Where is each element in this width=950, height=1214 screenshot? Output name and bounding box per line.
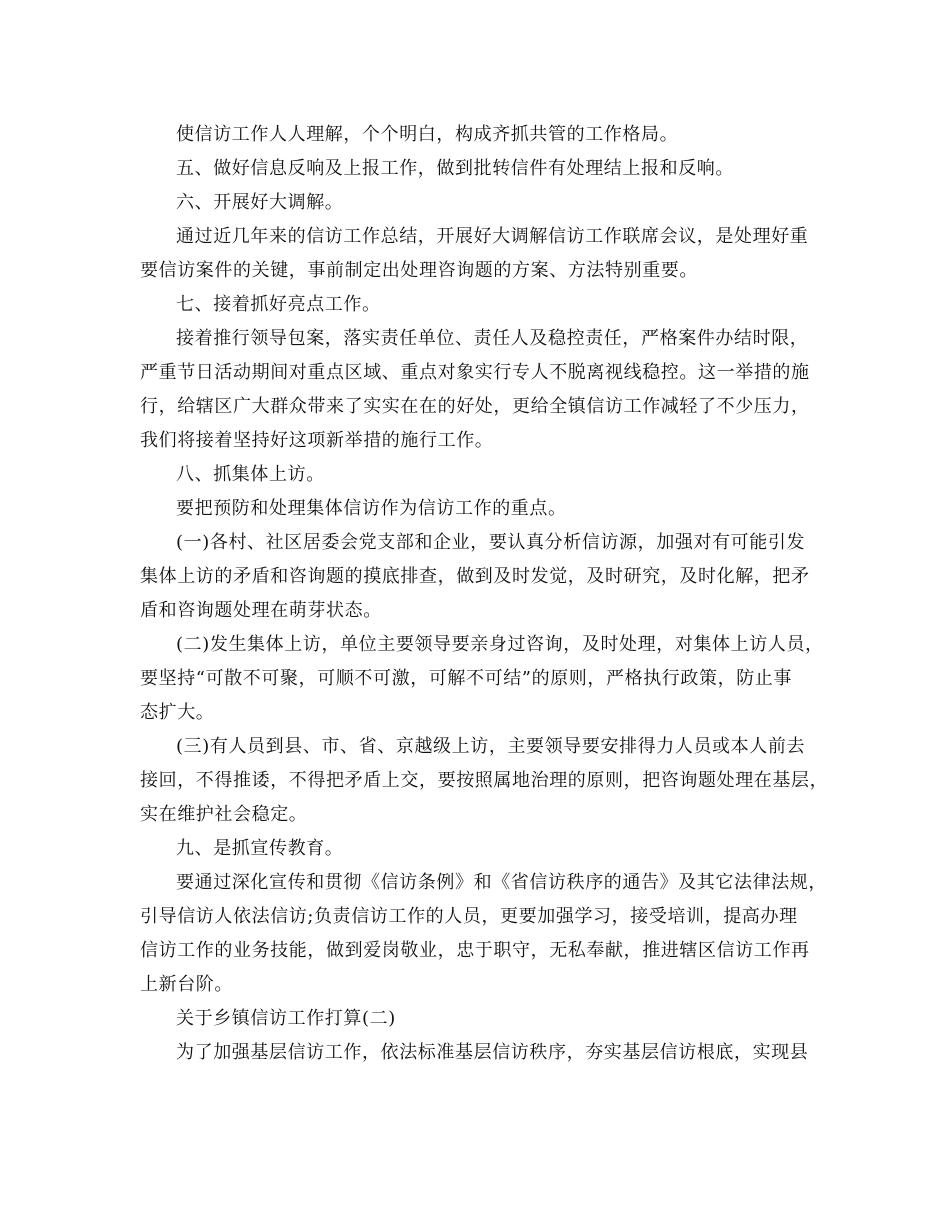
text-line: 要信访案件的关键，事前制定出处理咨询题的方案、方法特别重要。 bbox=[140, 260, 698, 281]
text-line: (三)有人员到县、市、省、京越级上访，主要领导要安排得力人员或本人前去 bbox=[176, 736, 806, 757]
text-line: (二)发生集体上访，单位主要领导要亲身过咨询，及时处理，对集体上访人员， bbox=[176, 634, 824, 655]
text-line: 要坚持“可散不可聚，可顺不可激，可解不可结”的原则，严格执行政策，防止事 bbox=[140, 668, 793, 689]
text-line: 引导信访人依法信访;负责信访工作的人员，更要加强学习，接受培训，提高办理 bbox=[140, 906, 798, 927]
text-line: 使信访工作人人理解，个个明白，构成齐抓共管的工作格局。 bbox=[176, 124, 679, 145]
text-line: 要通过深化宣传和贯彻《信访条例》和《省信访秩序的通告》及其它法律法规， bbox=[176, 872, 827, 893]
text-line: 五、做好信息反响及上报工作，做到批转信件有处理结上报和反响。 bbox=[176, 158, 734, 179]
text-line: 集体上访的矛盾和咨询题的摸底排查，做到及时发觉，及时研究，及时化解，把矛 bbox=[140, 566, 810, 587]
text-line: 九、是抓宣传教育。 bbox=[176, 838, 344, 859]
text-line: 要把预防和处理集体信访作为信访工作的重点。 bbox=[176, 498, 567, 519]
text-line: 为了加强基层信访工作，依法标准基层信访秩序，夯实基层信访根底，实现县 bbox=[176, 1042, 809, 1063]
text-line: 盾和咨询题处理在萌芽状态。 bbox=[140, 600, 382, 621]
text-line: 我们将接着坚持好这项新举措的施行工作。 bbox=[140, 430, 494, 451]
text-line: 行，给辖区广大群众带来了实实在在的好处，更给全镇信访工作减轻了不少压力， bbox=[140, 396, 810, 417]
text-line: 态扩大。 bbox=[140, 702, 215, 723]
text-line: 八、抓集体上访。 bbox=[176, 464, 325, 485]
text-line: 通过近几年来的信访工作总结，开展好大调解信访工作联席会议，是处理好重 bbox=[176, 226, 809, 247]
text-line: 六、开展好大调解。 bbox=[176, 192, 344, 213]
document-body bbox=[140, 118, 828, 1070]
text-line: (一)各村、社区居委会党支部和企业，要认真分析信访源，加强对有可能引发 bbox=[176, 532, 806, 553]
text-line: 接回，不得推诿，不得把矛盾上交，要按照属地治理的原则，把咨询题处理在基层， bbox=[140, 770, 829, 791]
section-heading: 关于乡镇信访工作打算(二) bbox=[176, 1008, 396, 1029]
text-line: 七、接着抓好亮点工作。 bbox=[176, 294, 381, 315]
text-line: 接着推行领导包案，落实责任单位、责任人及稳控责任，严格案件办结时限， bbox=[176, 328, 809, 349]
text-line: 上新台阶。 bbox=[140, 974, 233, 995]
text-line: 实在维护社会稳定。 bbox=[140, 804, 308, 825]
text-line: 信访工作的业务技能，做到爱岗敬业，忠于职守，无私奉献，推进辖区信访工作再 bbox=[140, 940, 810, 961]
text-line: 严重节日活动期间对重点区域、重点对象实行专人不脱离视线稳控。这一举措的施 bbox=[140, 362, 810, 383]
